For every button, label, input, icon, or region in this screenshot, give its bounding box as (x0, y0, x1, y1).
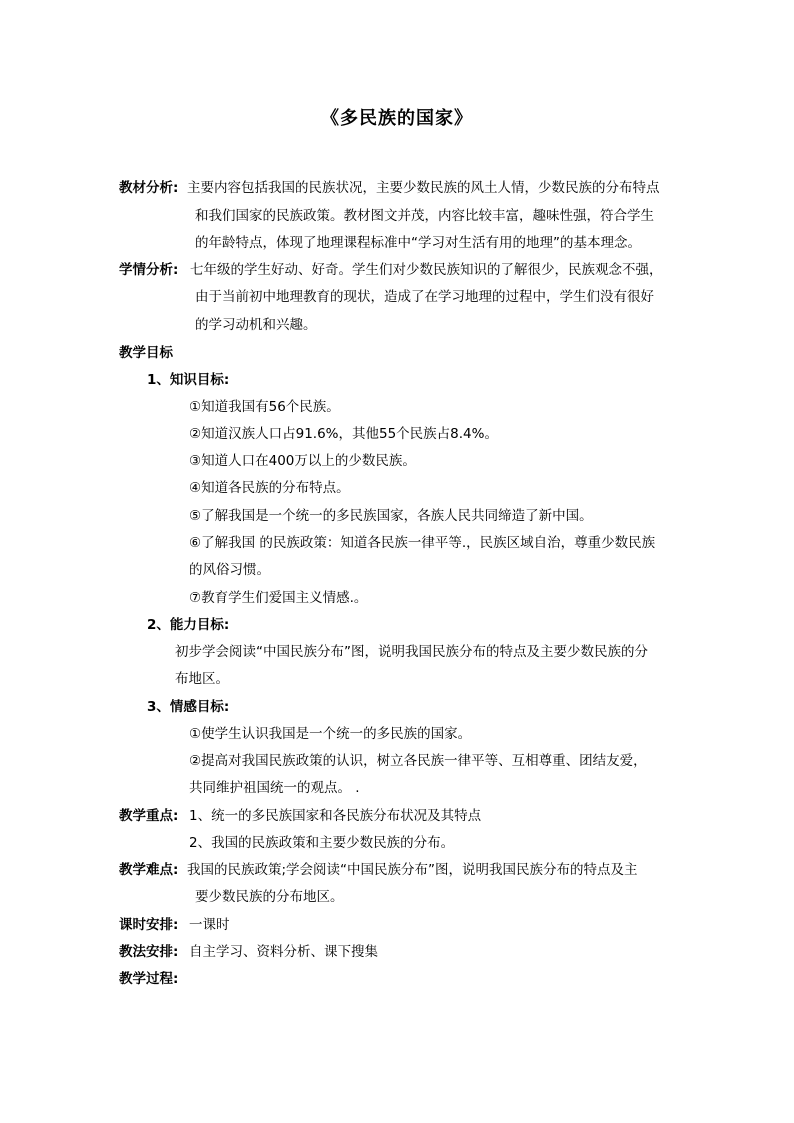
emotion-goal-item: ①使学生认识我国是一个统一的多民族的国家。 (189, 726, 472, 742)
material-analysis-label: 教材分析: (119, 180, 179, 196)
ability-goals-heading: 2、能力目标: (147, 617, 230, 633)
knowledge-goal-item: ①知道我国有56个民族。 (189, 399, 340, 415)
process-label: 教学过程: (119, 971, 179, 987)
key-points-label: 教学重点: (119, 808, 179, 824)
student-analysis-line-3: 的学习动机和兴趣。 (195, 317, 317, 333)
knowledge-goal-item: ⑦教育学生们爱国主义情感.。 (189, 590, 368, 606)
schedule-value: 一课时 (189, 917, 230, 933)
difficulty-line-1: 我国的民族政策;学会阅读“中国民族分布”图，说明我国民族分布的特点及主 (187, 862, 638, 878)
key-point-line-2: 2、我国的民族政策和主要少数民族的分布。 (189, 835, 455, 851)
ability-goal-line-2: 布地区。 (175, 671, 229, 687)
methods-label: 教法安排: (119, 944, 179, 960)
student-analysis-label: 学情分析: (119, 262, 179, 278)
knowledge-goal-item: ④知道各民族的分布特点。 (189, 480, 350, 496)
knowledge-goals-heading: 1、知识目标: (147, 372, 230, 388)
student-analysis-line-2: 由于当前初中地理教育的现状，造成了在学习地理的过程中，学生们没有很好 (195, 289, 654, 305)
knowledge-goal-item: ⑤了解我国是一个统一的多民族国家，各族人民共同缔造了新中国。 (189, 508, 593, 524)
material-analysis-line-2: 和我们国家的民族政策。教材图文并茂，内容比较丰富，趣味性强，符合学生 (195, 208, 654, 224)
knowledge-goal-item: ③知道人口在400万以上的少数民族。 (189, 453, 416, 469)
difficulty-line-2: 要少数民族的分布地区。 (195, 889, 344, 905)
schedule-label: 课时安排: (119, 917, 179, 933)
material-analysis-line-1: 主要内容包括我国的民族状况，主要少数民族的风土人情，少数民族的分布特点 (187, 180, 660, 196)
emotion-goal-item-continued: 共同维护祖国统一的观点。 . (189, 780, 360, 796)
key-point-line-1: 1、统一的多民族国家和各民族分布状况及其特点 (189, 808, 482, 824)
knowledge-goal-item-continued: 的风俗习惯。 (189, 562, 270, 578)
material-analysis-line-3: 的年龄特点，体现了地理课程标准中“学习对生活有用的地理”的基本理念。 (195, 235, 641, 251)
teaching-goals-heading: 教学目标 (119, 345, 173, 361)
student-analysis-line-1: 七年级的学生好动、好奇。学生们对少数民族知识的了解很少，民族观念不强， (190, 262, 663, 278)
methods-value: 自主学习、资料分析、课下搜集 (189, 944, 378, 960)
knowledge-goal-item: ②知道汉族人口占91.6%，其他55个民族占8.4%。 (189, 426, 498, 442)
knowledge-goal-item: ⑥了解我国 的民族政策：知道各民族一律平等.，民族区域自治，尊重少数民族 (189, 535, 656, 551)
ability-goal-line-1: 初步学会阅读“中国民族分布”图，说明我国民族分布的特点及主要少数民族的分 (175, 644, 648, 660)
emotion-goal-item: ②提高对我国民族政策的认识，树立各民族一律平等、互相尊重、团结友爱， (189, 753, 647, 769)
document-title: 《多民族的国家》 (321, 108, 473, 129)
emotion-goals-heading: 3、情感目标: (147, 699, 230, 715)
difficulties-label: 教学难点: (119, 862, 179, 878)
